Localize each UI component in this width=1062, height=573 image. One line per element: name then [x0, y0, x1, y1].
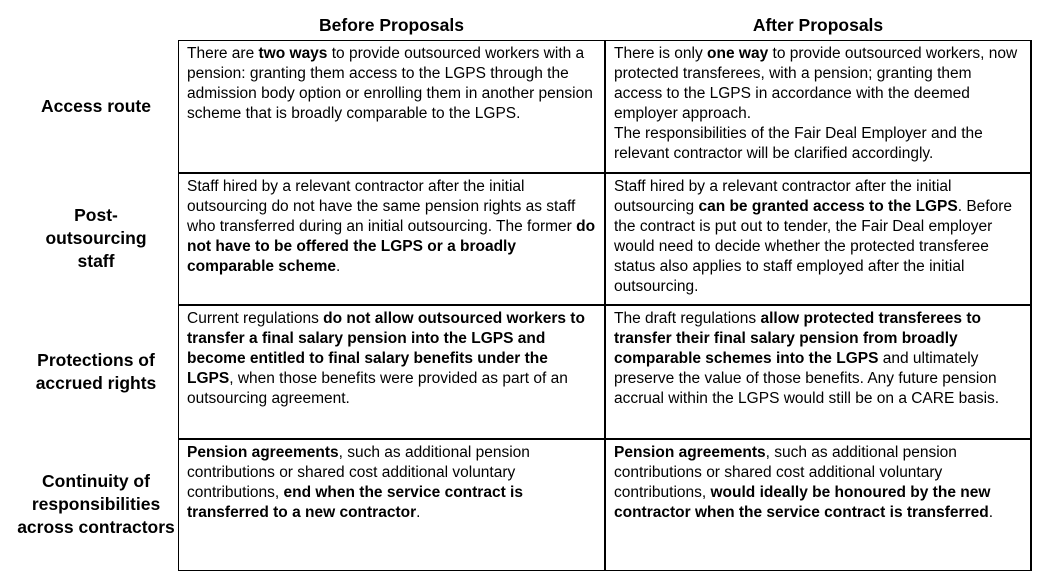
- cell-access-route-after: [606, 41, 1030, 172]
- text-run: to provide outsourced workers with a pension: granting them access to the LGPS through the admission body option or enrolling them in another pension scheme that is broadly comparable to the LGPS.: [187, 45, 593, 122]
- text-run: . Before the contract is put out to tender, the Fair Deal employer would need to decide whether the protected transferee status also applies to staff employed after the initial outsourcing.: [614, 198, 1013, 295]
- table-row-divider: [178, 438, 1032, 440]
- table-row-divider: [178, 172, 1032, 174]
- text-run: , when those benefits were provided as part of an outsourcing agreement.: [187, 370, 568, 407]
- bold-text: do not allow outsourced workers to transfer a final salary pension into the LGPS and become entitled to final salary benefits under the LGPS: [187, 310, 585, 387]
- table-border-top: [178, 40, 1032, 41]
- table-row-divider: [178, 304, 1032, 306]
- row-label-post-outsourcing-staff: Post-outsourcing staff: [45, 205, 147, 271]
- text-run: Staff hired by a relevant contractor after the initial outsourcing: [614, 178, 952, 215]
- text-run: , such as additional pension contributions or shared cost additional voluntary contributions,: [187, 444, 530, 501]
- text-run: .: [336, 258, 341, 275]
- cell-continuity-after: [606, 440, 1030, 570]
- column-header-after: After Proposals: [752, 15, 884, 35]
- text-run: The draft regulations: [614, 310, 761, 327]
- table-border-bottom: [178, 570, 1032, 571]
- bold-text: allow protected transferees to transfer their final salary pension from broadly comparable schemes into the LGPS: [614, 310, 981, 367]
- row-label-protections-of-accrued-rights: Protections of accrued rights: [35, 349, 157, 393]
- column-header-before: Before Proposals: [319, 15, 464, 35]
- text-run: .: [416, 504, 421, 521]
- bold-text: two ways: [258, 45, 328, 62]
- text-run: to provide outsourced workers, now protected transferees, with a pension; granting them access to the LGPS in accordance with the deemed employer approach.: [614, 45, 1018, 122]
- text-run: .: [988, 504, 994, 521]
- text-run: The responsibilities of the Fair Deal Employer and the relevant contractor will be clarified accordingly.: [614, 125, 983, 162]
- cell-post-outsourcing-staff-before: [179, 174, 604, 304]
- cell-accrued-rights-after: [606, 306, 1030, 438]
- bold-text: one way: [707, 45, 769, 62]
- bold-text: do not have to be offered the LGPS or a broadly comparable scheme: [187, 218, 596, 275]
- cell-continuity-before: [179, 440, 604, 570]
- bold-text: can be granted access to the LGPS: [698, 198, 958, 215]
- text-run: and ultimately preserve the value of those benefits. Any future pension accrual within the LGPS would still be on a CARE basis.: [614, 350, 1000, 407]
- text-run: There are: [187, 45, 259, 62]
- text-run: Current regulations: [187, 310, 324, 327]
- text-run: There is only: [614, 45, 708, 62]
- bold-text: would ideally be honoured by the new contractor when the service contract is transferred: [614, 484, 991, 521]
- text-run: , such as additional pension contributions or shared cost additional voluntary contributions,: [614, 444, 957, 501]
- cell-post-outsourcing-staff-after: [606, 174, 1030, 304]
- bold-text: Pension agreements: [187, 444, 339, 461]
- bold-text: Pension agreements: [614, 444, 766, 461]
- row-label-continuity-of-responsibilities: Continuity of responsibilities across contractors: [17, 471, 175, 537]
- cell-accrued-rights-before: [179, 306, 604, 438]
- text-run: Staff hired by a relevant contractor after the initial outsourcing do not have the same pension rights as staff who transferred during an initial outsourcing. The former: [187, 178, 577, 235]
- row-label-access-route: Access route: [41, 95, 151, 116]
- bold-text: end when the service contract is transferred to a new contractor: [187, 484, 523, 521]
- cell-access-route-before: [179, 41, 604, 172]
